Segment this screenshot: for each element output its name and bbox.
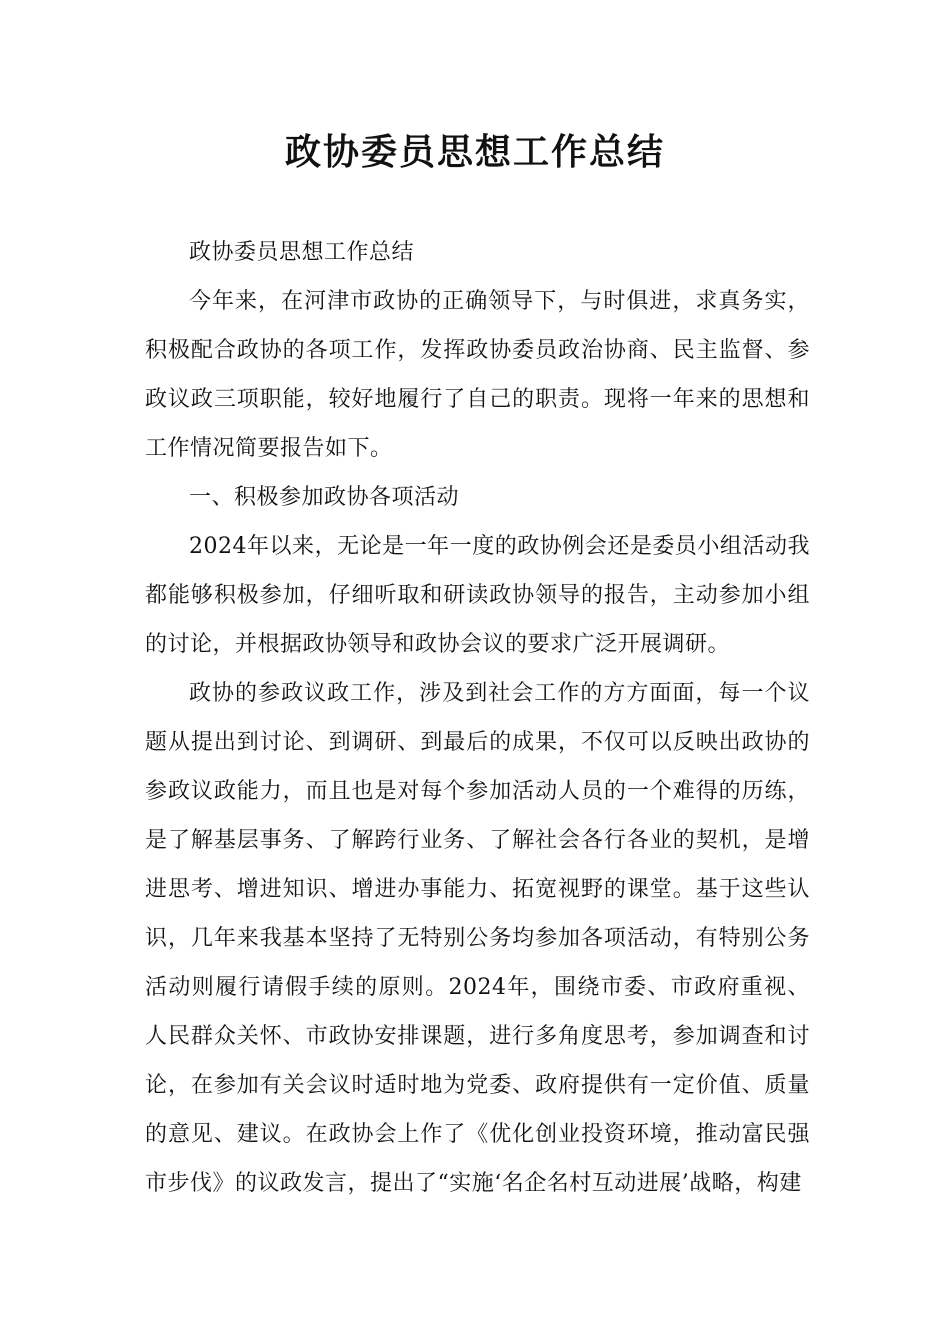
subtitle-paragraph: 政协委员思想工作总结	[189, 240, 415, 265]
document-body	[145, 228, 810, 1208]
intro-paragraph: 今年来，在河津市政协的正确领导下，与时俱进，求真务实，积极配合政协的各项工作，发挥政协委员政治协商、民主监督、参政议政三项职能，较好地履行了自己的职责。现将一年来的思想和工作情况简要报告如下。	[145, 289, 810, 461]
body-paragraph: 2024年以来，无论是一年一度的政协例会还是委员小组活动我都能够积极参加，仔细听取和研读政协领导的报告，主动参加小组的讨论，并根据政协领导和政协会议的要求广泛开展调研。	[145, 534, 810, 657]
section-heading: 一、积极参加政协各项活动	[189, 485, 460, 510]
body-paragraph: 政协的参政议政工作，涉及到社会工作的方方面面，每一个议题从提出到讨论、到调研、到最后的成果，不仅可以反映出政协的参政议政能力，而且也是对每个参加活动人员的一个难得的历练，是了解基层事务、了解跨行业务、了解社会各行各业的契机，是增进思考、增进知识、增进办事能力、拓宽视野的课堂。基于这些认识，几年来我基本坚持了无特别公务均参加各项活动，有特别公务活动则履行请假手续的原则。2024年，围绕市委、市政府重视、人民群众关怀、市政协安排课题，进行多角度思考，参加调查和讨论，在参加有关会议时适时地为党委、政府提供有一定价值、质量的意见、建议。在政协会上作了《优化创业投资环境，推动富民强市步伐》的议政发言，提出了“实施‘名企名村互动进展’战略，构建	[145, 681, 810, 1196]
document-title: 政协委员思想工作总结	[284, 132, 665, 173]
